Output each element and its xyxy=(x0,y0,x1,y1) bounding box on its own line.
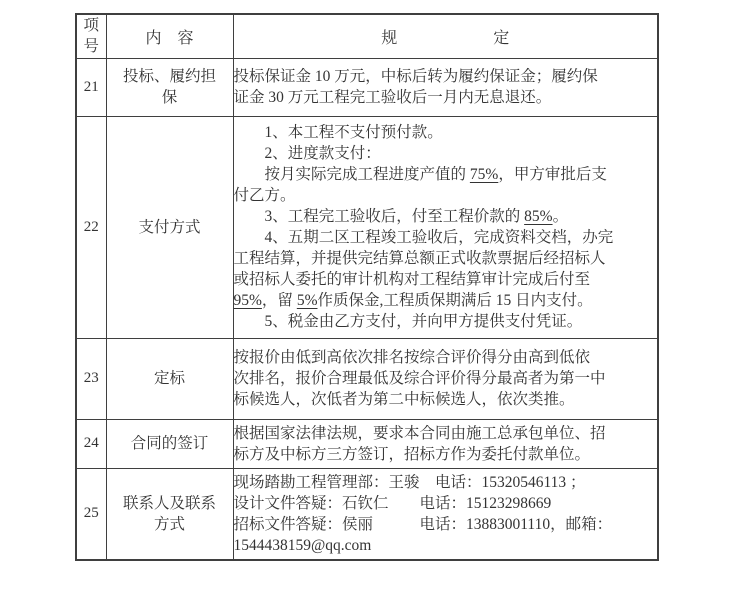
text-segment: 根据国家法律法规，要求本合同由施工总承包单位、招 xyxy=(233,424,606,442)
regulation-line xyxy=(234,347,658,368)
table-body xyxy=(76,58,658,560)
regulation-line xyxy=(234,122,658,143)
contract-terms-table xyxy=(75,13,659,561)
text-segment: 1、本工程不支付预付款。 xyxy=(264,124,443,141)
regulation-line xyxy=(234,290,658,311)
content-line: 方式 xyxy=(153,515,185,533)
table-row xyxy=(76,419,658,468)
underlined-value: 5% xyxy=(296,292,318,309)
row-regulation-cell xyxy=(233,338,658,419)
regulation-line xyxy=(234,535,658,556)
text-segment: ，甲方审批后支 xyxy=(498,166,607,183)
content-line: 定标 xyxy=(153,370,185,387)
text-segment: 现场踏勘工程管理部：王骏 电话：15320546113 ； xyxy=(233,473,586,491)
text-segment: 作质保金,工程质保期满后 15 日内支付。 xyxy=(317,292,593,309)
regulation-line xyxy=(234,423,658,444)
row-content-cell xyxy=(106,468,233,560)
header-regulation: 规 定 xyxy=(233,14,658,58)
text-segment: 次排名，报价合理最低及综合评价得分最高者为第一中 xyxy=(233,370,606,387)
underlined-value: 95% xyxy=(233,292,262,309)
underlined-value: 75% xyxy=(469,166,499,183)
text-segment: 工程结算，并提供完结算总额正式收款票据后经招标人 xyxy=(233,250,606,267)
table-row xyxy=(76,338,658,419)
content-line: 合同的签订 xyxy=(130,435,209,452)
content-line: 支付方式 xyxy=(138,218,201,236)
text-segment: 3、工程完工验收后，付至工程价款的 xyxy=(264,208,525,225)
regulation-line xyxy=(234,87,658,108)
regulation-line xyxy=(234,185,658,206)
text-segment: 标方及中标方三方签订，招标方作为委托付款单位。 xyxy=(233,445,591,463)
row-item-number: 24 xyxy=(76,419,106,468)
row-regulation-cell xyxy=(233,116,658,338)
regulation-line xyxy=(234,514,658,535)
regulation-line xyxy=(234,248,658,269)
content-line: 联系人及联系 xyxy=(122,494,216,512)
regulation-line xyxy=(234,493,658,514)
header-content: 内 容 xyxy=(106,14,233,58)
row-item-number: 22 xyxy=(76,116,106,338)
row-item-number: 23 xyxy=(76,338,106,419)
regulation-line xyxy=(234,227,658,248)
row-regulation-cell xyxy=(233,58,658,116)
row-item-number: 25 xyxy=(76,468,106,560)
text-segment: 或招标人委托的审计机构对工程结算审计完成后付至 xyxy=(233,271,591,288)
regulation-line xyxy=(234,66,658,87)
regulation-line xyxy=(234,269,658,290)
text-segment: 1544438159@qq.com xyxy=(233,536,372,554)
row-regulation-cell xyxy=(233,419,658,468)
table-row xyxy=(76,116,658,338)
content-line: 投标、履约担 xyxy=(122,68,216,85)
row-content-cell xyxy=(106,116,233,338)
regulation-line xyxy=(234,444,658,465)
header-item-number: 项号 xyxy=(76,14,106,58)
table-row xyxy=(76,58,658,116)
table-row xyxy=(76,468,658,560)
regulation-line xyxy=(234,164,658,185)
text-segment: 证金 30 万元工程完工验收后一月内无息退还。 xyxy=(233,89,552,106)
underlined-value: 85% xyxy=(524,208,553,225)
regulation-line xyxy=(234,389,658,410)
text-segment: 标候选人，次低者为第二中标候选人，依次类推。 xyxy=(233,391,575,408)
text-segment: 付乙方。 xyxy=(233,187,296,204)
regulation-line xyxy=(234,368,658,389)
row-content-cell xyxy=(106,58,233,116)
text-segment: 4、五期二区工程竣工验收后，完成资料交档，办完 xyxy=(264,229,614,246)
text-segment: 2、进度款支付： xyxy=(264,145,381,162)
row-regulation-cell xyxy=(233,468,658,560)
text-segment: 按报价由低到高依次排名按综合评价得分由高到低依 xyxy=(233,349,591,366)
content-line: 保 xyxy=(161,89,178,106)
text-segment: 5、税金由乙方支付，并向甲方提供支付凭证。 xyxy=(264,313,583,330)
text-segment: 。 xyxy=(552,208,569,225)
header-row xyxy=(76,14,658,58)
row-content-cell xyxy=(106,419,233,468)
row-content-cell xyxy=(106,338,233,419)
regulation-line xyxy=(234,143,658,164)
text-segment: 招标文件答疑：侯丽 电话：13883001110，邮箱： xyxy=(233,515,613,533)
text-segment: 投标保证金 10 万元，中标后转为履约保证金；履约保 xyxy=(233,68,598,85)
text-segment: ，留 xyxy=(261,292,297,309)
text-segment: 设计文件答疑：石钦仁 电话：15123298669 xyxy=(233,494,552,512)
regulation-line xyxy=(234,472,658,493)
text-segment: 按月实际完成工程进度产值的 xyxy=(264,166,470,183)
row-item-number: 21 xyxy=(76,58,106,116)
regulation-line xyxy=(234,206,658,227)
regulation-line xyxy=(234,311,658,332)
